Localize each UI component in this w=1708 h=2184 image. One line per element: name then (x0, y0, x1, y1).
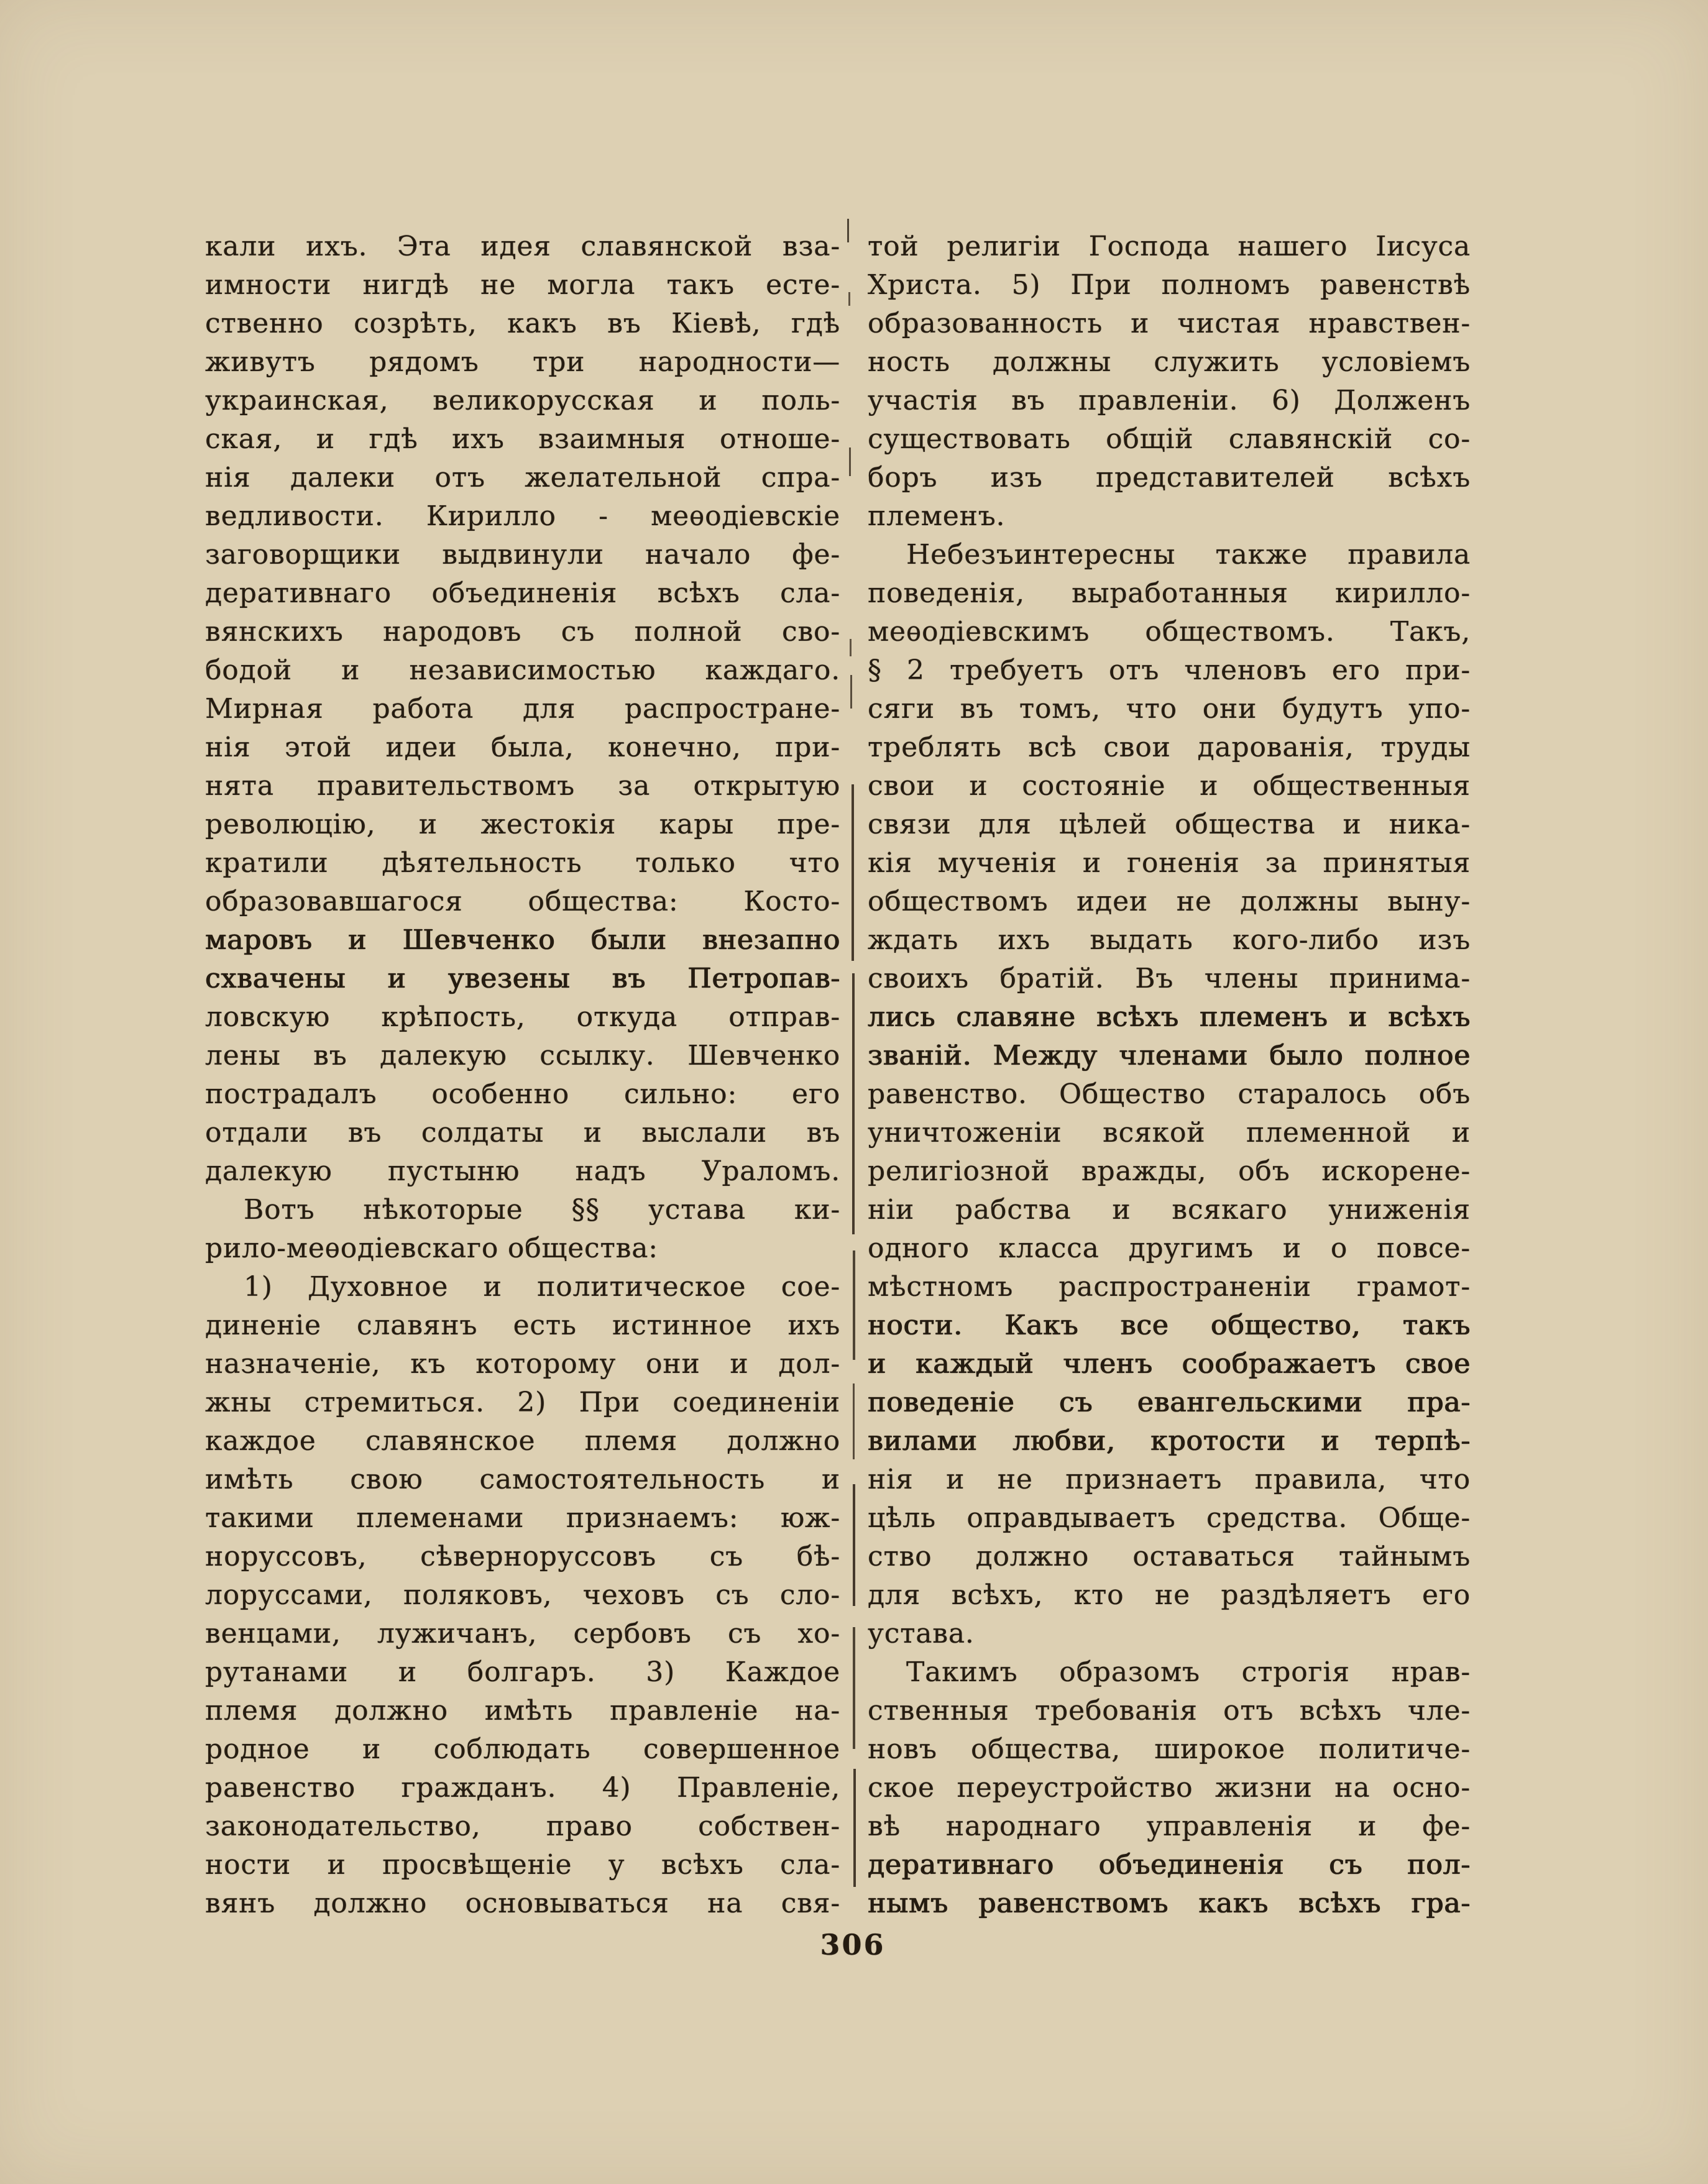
text-line: кратили дѣятельность только что (205, 847, 840, 879)
text-line: устава. (868, 1618, 975, 1649)
text-line: ведливости. Кирилло - меѳодіевскіе (205, 500, 840, 532)
text-line: лись славяне всѣхъ племенъ и всѣхъ (868, 1001, 1471, 1033)
column-divider-mark (853, 1484, 855, 1606)
text-line: званій. Между членами было полное (868, 1040, 1471, 1071)
text-line: образованность и чистая нравствен- (868, 308, 1471, 339)
text-line: своихъ братій. Въ члены принима- (868, 963, 1471, 994)
text-line: далекую пустыню надъ Ураломъ. (205, 1155, 840, 1187)
text-line: живутъ рядомъ три народности— (205, 346, 840, 378)
text-line: лены въ далекую ссылку. Шевченко (205, 1040, 840, 1071)
text-line: племя должно имѣть правленіе на- (205, 1695, 840, 1727)
column-divider-mark (847, 219, 849, 242)
text-line: лоруссами, поляковъ, чеховъ съ сло- (205, 1579, 840, 1611)
text-line: свои и состояніе и общественныя (868, 770, 1471, 802)
column-divider-mark (848, 292, 850, 306)
text-line: вѣ народнаго управленія и фе- (868, 1810, 1471, 1842)
text-line: родное и соблюдать совершенное (205, 1733, 840, 1765)
text-line: образовавшагося общества: Косто- (205, 886, 840, 917)
left-text-column (205, 227, 840, 1923)
text-line: ность должны служить условіемъ (868, 346, 1471, 378)
text-line: норуссовъ, сѣверноруссовъ съ бѣ- (205, 1541, 840, 1572)
text-line: для всѣхъ, кто не раздѣляетъ его (868, 1579, 1471, 1611)
text-line: новъ общества, широкое политиче- (868, 1733, 1471, 1765)
column-divider-mark (853, 1769, 856, 1887)
column-divider-mark (849, 447, 851, 476)
text-line: участія въ правленіи. 6) Долженъ (868, 385, 1471, 416)
text-line: вилами любви, кротости и терпѣ- (868, 1425, 1471, 1457)
text-line: треблять всѣ свои дарованія, труды (868, 732, 1471, 763)
text-line: сяги въ томъ, что они будутъ упо- (868, 693, 1471, 725)
text-line: вянскихъ народовъ съ полной сво- (205, 616, 840, 648)
column-divider-mark (852, 784, 854, 961)
text-line: ности. Какъ все общество, такъ (868, 1310, 1471, 1341)
text-line: законодательство, право собствен- (205, 1810, 840, 1842)
text-line: ство должно оставаться тайнымъ (868, 1541, 1471, 1572)
text-line: назначеніе, къ которому они и дол- (205, 1348, 840, 1380)
text-line: нія далеки отъ желательной спра- (205, 462, 840, 493)
text-line: диненіе славянъ есть истинное ихъ (205, 1310, 840, 1341)
text-line: § 2 требуетъ отъ членовъ его при- (868, 654, 1471, 686)
text-line: Такимъ образомъ строгія нрав- (906, 1656, 1471, 1688)
text-line: нія этой идеи была, конечно, при- (205, 732, 840, 763)
text-line: поведеніе съ евангельскими пра- (868, 1387, 1471, 1418)
text-line: кали ихъ. Эта идея славянской вза- (205, 231, 840, 262)
text-line: меѳодіевскимъ обществомъ. Такъ, (868, 616, 1471, 648)
page-number: 306 (820, 1928, 886, 1961)
text-line: ственно созрѣть, какъ въ Кіевѣ, гдѣ (205, 308, 840, 339)
text-line: ности и просвѣщеніе у всѣхъ сла- (205, 1849, 840, 1881)
text-line: украинская, великорусская и поль- (205, 385, 840, 416)
text-line: уничтоженіи всякой племенной и (868, 1117, 1471, 1149)
text-line: каждое славянское племя должно (205, 1425, 840, 1457)
text-line: равенство. Общество старалось объ (868, 1078, 1471, 1110)
text-line: мѣстномъ распространеніи грамот- (868, 1271, 1471, 1303)
text-line: нымъ равенствомъ какъ всѣхъ гра- (868, 1888, 1471, 1919)
text-line: нія и не признаетъ правила, что (868, 1464, 1471, 1495)
text-line: поведенія, выработанныя кирилло- (868, 577, 1471, 609)
text-line: имѣть свою самостоятельность и (205, 1464, 840, 1495)
right-text-column (868, 227, 1471, 1923)
text-line: ское переустройство жизни на осно- (868, 1772, 1471, 1804)
column-divider-mark (850, 639, 852, 656)
text-line: отдали въ солдаты и выслали въ (205, 1117, 840, 1149)
text-line: жны стремиться. 2) При соединеніи (205, 1387, 840, 1418)
text-line: вянъ должно основываться на свя- (205, 1888, 840, 1919)
text-line: рутанами и болгаръ. 3) Каждое (205, 1656, 840, 1688)
text-line: венцами, лужичанъ, сербовъ съ хо- (205, 1618, 840, 1649)
text-line: боръ изъ представителей всѣхъ (868, 462, 1471, 493)
text-line: той религіи Господа нашего Іисуса (868, 231, 1471, 262)
text-line: бодой и независимостью каждаго. (205, 654, 840, 686)
text-line: и каждый членъ соображаетъ свое (868, 1348, 1471, 1380)
text-line: деративнаго объединенія съ пол- (868, 1849, 1471, 1881)
text-line: религіозной вражды, объ искорене- (868, 1155, 1471, 1187)
text-line: пострадалъ особенно сильно: его (205, 1078, 840, 1110)
text-line: равенство гражданъ. 4) Правленіе, (205, 1772, 840, 1804)
text-line: ственныя требованія отъ всѣхъ чле- (868, 1695, 1471, 1727)
column-divider-mark (853, 1627, 855, 1749)
text-line: ніи рабства и всякаго униженія (868, 1194, 1471, 1226)
text-line: существовать общій славянскій со- (868, 423, 1471, 455)
text-line: маровъ и Шевченко были внезапно (205, 924, 840, 956)
text-line: ловскую крѣпость, откуда отправ- (205, 1001, 840, 1033)
text-line: революцію, и жестокія кары пре- (205, 809, 840, 840)
text-line: Вотъ нѣкоторые §§ устава ки- (244, 1194, 840, 1226)
text-line: ждать ихъ выдать кого-либо изъ (868, 924, 1471, 956)
text-line: 1) Духовное и политическое сое- (244, 1271, 840, 1303)
text-line: племенъ. (868, 500, 1006, 532)
column-divider-mark (850, 675, 852, 709)
text-line: связи для цѣлей общества и ника- (868, 809, 1471, 840)
text-line: имности нигдѣ не могла такъ есте- (205, 269, 840, 301)
text-line: рило-меѳодіевскаго общества: (205, 1232, 658, 1264)
text-line: кія мученія и гоненія за принятыя (868, 847, 1471, 879)
text-line: заговорщики выдвинули начало фе- (205, 539, 840, 571)
text-line: деративнаго объединенія всѣхъ сла- (205, 577, 840, 609)
text-line: обществомъ идеи не должны выну- (868, 886, 1471, 917)
text-line: схвачены и увезены въ Петропав- (205, 963, 840, 994)
text-line: одного класса другимъ и о повсе- (868, 1232, 1471, 1264)
text-line: такими племенами признаемъ: юж- (205, 1502, 840, 1534)
text-line: Мирная работа для распростране- (205, 693, 840, 725)
text-line: ская, и гдѣ ихъ взаимныя отноше- (205, 423, 840, 455)
text-line: цѣль оправдываетъ средства. Обще- (868, 1502, 1471, 1534)
column-divider-mark (853, 1383, 855, 1459)
text-line: Небезъинтересны также правила (906, 539, 1471, 571)
text-line: Христа. 5) При полномъ равенствѣ (868, 269, 1471, 301)
text-line: нята правительствомъ за открытую (205, 770, 840, 802)
column-divider-mark (853, 1250, 855, 1360)
column-divider-mark (852, 973, 855, 1234)
